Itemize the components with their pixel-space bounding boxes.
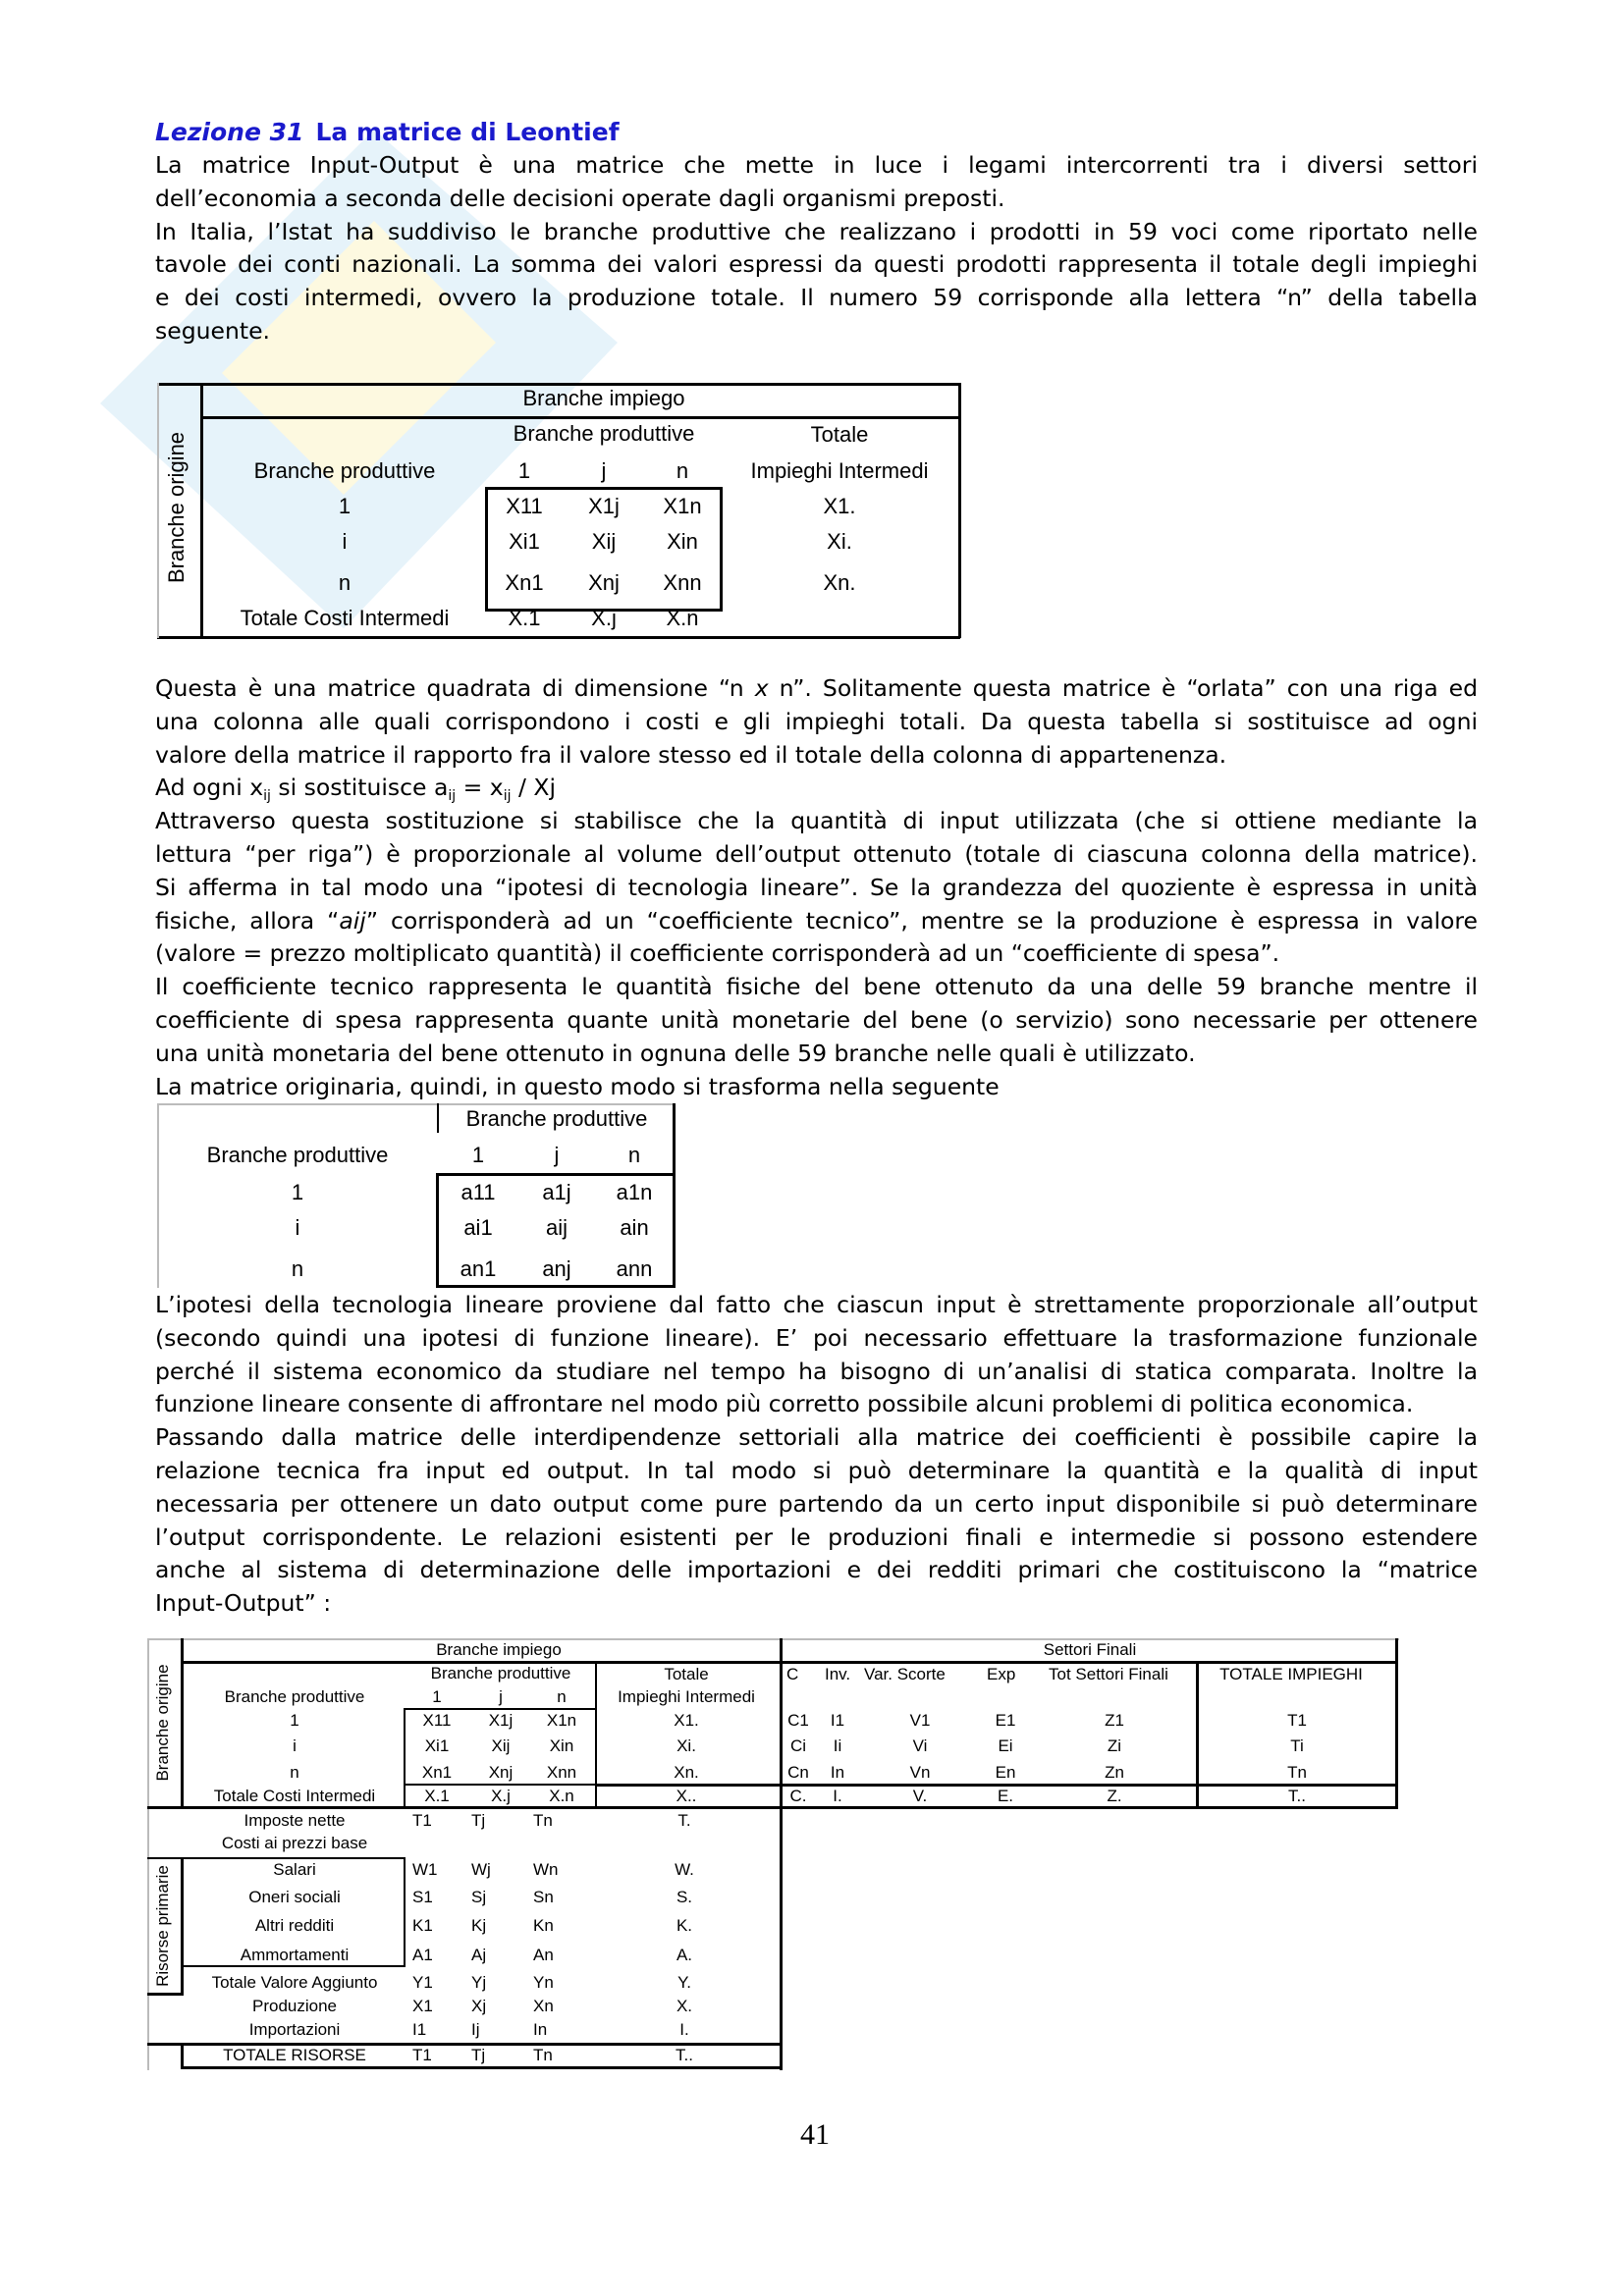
matrix-border — [485, 487, 723, 490]
table-border — [147, 1638, 149, 2070]
resource-cell: Xj — [471, 1997, 487, 2015]
row-label: i — [342, 529, 348, 554]
matrix-cell: Xij — [591, 529, 617, 554]
resource-total: A. — [676, 1946, 693, 1964]
text-line: perché il sistema economico da studiare nel tempo ha bisogno di un’analisi di statica comparata. Inoltre la — [155, 1357, 1478, 1385]
row-total: Xn. — [674, 1763, 699, 1782]
side-label: Branche origine — [164, 431, 189, 584]
row-label: i — [295, 1215, 300, 1240]
resource-cell: I1 — [412, 2020, 427, 2039]
matrix-cell: X1n — [546, 1711, 577, 1730]
text-segment: n”. Solitamente questa matrice è “orlata” con una riga ed — [768, 674, 1478, 702]
side-label: Branche origine — [153, 1664, 172, 1782]
table-border — [404, 1857, 406, 1967]
grand-total-cell: Ti — [1290, 1736, 1304, 1755]
column-total: X.n — [666, 606, 699, 630]
text-line: anche al sistema di determinazione delle importazioni e dei redditi primari che costituiscono la “matrice — [155, 1556, 1478, 1584]
row-label: n — [291, 1256, 304, 1281]
column-subgroup-header: Branche produttive — [513, 421, 695, 446]
final-sector-cell: Ci — [789, 1736, 807, 1755]
table-border — [147, 1638, 1399, 1640]
text-line: e dei costi intermedi, ovvero la produzione totale. Il numero 59 corrisponde alla lettera “n” della tabella — [155, 284, 1478, 312]
table-border — [181, 1857, 184, 1995]
row-header: Branche produttive — [253, 458, 436, 483]
resource-cell: S1 — [412, 1888, 433, 1906]
total-header: Impieghi Intermedi — [750, 458, 929, 483]
row-label: 1 — [291, 1180, 304, 1204]
resource-total: T. — [677, 1811, 691, 1830]
text-line — [155, 772, 1478, 805]
final-sector-cell: C1 — [787, 1711, 809, 1730]
resource-row-label: Produzione — [251, 1997, 338, 2015]
matrix-cell: Xin — [549, 1736, 574, 1755]
resource-cell: X1 — [412, 1997, 433, 2015]
resource-cell: Tn — [533, 2046, 553, 2064]
column-header: n — [557, 1687, 567, 1706]
coefficient-cell: an1 — [460, 1256, 497, 1281]
matrix-cell: Xij — [491, 1736, 511, 1755]
text-line — [155, 905, 1478, 938]
resource-cell: In — [533, 2020, 548, 2039]
matrix-border — [436, 1173, 439, 1288]
table-border — [200, 383, 203, 638]
text-line: seguente. — [155, 316, 271, 345]
grand-total-header: TOTALE IMPIEGHI — [1219, 1665, 1363, 1683]
text-line: Passando dalla matrice delle interdipendenze settoriali alla matrice dei coefficienti è possibile capire la — [155, 1423, 1478, 1452]
resource-row-label: Ammortamenti — [240, 1946, 350, 1964]
text-segment: fisiche, allora “ — [155, 906, 340, 934]
resource-total: I. — [679, 2020, 689, 2039]
text-line — [155, 672, 1478, 706]
matrix-cell: Xnj — [588, 570, 620, 595]
text-line: L’ipotesi della tecnologia lineare proviene dal fatto che ciascun input è strettamente proporzionale all’output — [155, 1291, 1478, 1318]
matrix-cell: Xn1 — [421, 1763, 453, 1782]
footer-label: Totale Costi Intermedi — [213, 1787, 376, 1805]
text-line: una unità monetaria del bene ottenuto in ognuna delle 59 branche nelle quali è utilizzato. — [155, 1039, 1196, 1067]
text-line: La matrice Input-Output è una matrice che mette in luce i legami intercorrenti tra i diversi settori — [155, 151, 1478, 179]
resource-row-label: Totale Valore Aggiunto — [211, 1973, 378, 1992]
table-border — [147, 1993, 184, 1996]
final-sector-cell: En — [995, 1763, 1016, 1782]
final-sector-cell: V1 — [909, 1711, 931, 1730]
grand-total-cell: T1 — [1287, 1711, 1307, 1730]
matrix-border — [436, 1173, 676, 1176]
text-line: dell’economia a seconda delle decisioni operate dagli organismi preposti. — [155, 184, 1005, 212]
table-border — [157, 636, 960, 639]
row-total: Xi. — [827, 529, 852, 554]
row-header: Branche produttive — [206, 1143, 389, 1167]
table-border — [181, 2043, 184, 2069]
table-border — [200, 416, 960, 419]
paragraph-intro — [155, 149, 1478, 348]
resource-cell: Xn — [533, 1997, 554, 2015]
text-line: l’output corrispondente. Le relazioni esistenti per le produzioni finali e intermedie si possono estendere — [155, 1522, 1478, 1551]
row-total: Xn. — [823, 570, 856, 595]
resource-cell: Wn — [533, 1860, 559, 1879]
resource-total: X. — [676, 1997, 693, 2015]
resource-total: T.. — [676, 2046, 693, 2064]
resource-cell: Tn — [533, 1811, 553, 1830]
final-column-header: C — [786, 1665, 799, 1683]
column-header: 1 — [517, 458, 531, 483]
subscript: ij — [263, 788, 271, 805]
final-column-header: Var. Scorte — [864, 1665, 946, 1683]
row-total: X.. — [676, 1787, 697, 1805]
matrix-border — [436, 1285, 676, 1288]
final-sectors-header: Settori Finali — [1043, 1640, 1137, 1659]
matrix-border — [404, 1784, 597, 1786]
resource-cell: T1 — [412, 1811, 432, 1830]
page-number: 41 — [800, 2118, 830, 2151]
table-border — [147, 1857, 406, 1859]
resource-row-label: TOTALE RISORSE — [223, 2046, 366, 2064]
final-sector-cell: Ii — [833, 1736, 842, 1755]
text-segment: ” corrisponderà ad un “coefficiente tecnico”, mentre se la produzione è espressa in valore — [365, 906, 1478, 934]
final-sector-total: I. — [833, 1787, 842, 1805]
resource-cell: Tj — [471, 1811, 486, 1830]
column-group-header: Branche impiego — [436, 1640, 562, 1659]
lesson-number: Lezione 31 — [155, 118, 304, 146]
row-label: n — [290, 1763, 299, 1782]
final-sector-cell: Vi — [912, 1736, 928, 1755]
resource-cell: Tj — [471, 2046, 486, 2064]
column-total: X.j — [591, 606, 617, 630]
final-sector-total: Z. — [1107, 1787, 1122, 1805]
grand-total-cell: T.. — [1288, 1787, 1306, 1805]
matrix-border — [720, 487, 723, 612]
column-header: j — [499, 1687, 503, 1706]
final-sector-cell: In — [830, 1763, 845, 1782]
column-subgroup-header: Branche produttive — [430, 1664, 571, 1682]
resource-cell: Yn — [533, 1973, 554, 1992]
final-sector-cell: I1 — [830, 1711, 845, 1730]
text-line: necessaria per ottenere un dato output come pure partendo da un certo input disponibile si può determinare — [155, 1489, 1478, 1518]
table-border — [780, 1638, 783, 2070]
resource-total: Y. — [677, 1973, 691, 1992]
table-border — [147, 1806, 1398, 1809]
table-border — [181, 1965, 406, 1967]
coefficient-cell: ain — [620, 1215, 649, 1240]
row-total: Xi. — [676, 1736, 696, 1755]
resource-total: W. — [675, 1860, 694, 1879]
text-line: Il coefficiente tecnico rappresenta le quantità fisiche del bene ottenuto da una delle 59 branche mentre il — [155, 973, 1478, 1001]
coefficient-cell: ai1 — [463, 1215, 493, 1240]
text-segment: = x — [456, 774, 504, 802]
final-sector-cell: Ei — [998, 1736, 1013, 1755]
column-total: X.n — [549, 1787, 574, 1805]
resource-cell: Ij — [471, 2020, 480, 2039]
column-total: X.1 — [508, 606, 541, 630]
table-border — [181, 1661, 1398, 1664]
resource-row-label: Altri redditi — [254, 1916, 335, 1935]
table-border — [181, 2066, 783, 2069]
text-line: lettura “per riga”) è proporzionale al volume dell’output ottenuto (totale di ciascuna colonna della matrice). — [155, 839, 1478, 868]
final-column-header: Tot Settori Finali — [1049, 1665, 1168, 1683]
final-sector-cell: Z1 — [1105, 1711, 1124, 1730]
column-total: X.j — [491, 1787, 511, 1805]
text-line: coefficiente di spesa rappresenta quante unità monetarie del bene (o servizio) sono necessarie per ottenere — [155, 1005, 1478, 1034]
row-label: 1 — [338, 494, 352, 518]
resource-cell: Kn — [533, 1916, 554, 1935]
subscript: ij — [503, 788, 512, 805]
matrix-cell: Xin — [667, 529, 698, 554]
text-line: tavole dei conti nazionali. La somma dei valori espressi da questi prodotti rappresenta il totale degli impieghi — [155, 250, 1478, 279]
lesson-topic: La matrice di Leontief — [315, 118, 620, 146]
resource-cell: A1 — [412, 1946, 433, 1964]
resource-cell: Sj — [471, 1888, 487, 1906]
subscript: ij — [448, 788, 457, 805]
final-sector-cell: Cn — [787, 1763, 809, 1782]
column-group-header: Branche produttive — [465, 1106, 648, 1131]
coefficient-cell: aij — [545, 1215, 568, 1240]
matrix-cell: Xn1 — [505, 570, 544, 595]
column-header: n — [627, 1143, 641, 1167]
matrix-border — [404, 1708, 597, 1710]
coefficient-cell: anj — [542, 1256, 571, 1281]
resource-cell: Yj — [471, 1973, 487, 1992]
row-total: X1. — [823, 494, 856, 518]
column-header: j — [554, 1143, 560, 1167]
paragraph-linear-technology — [155, 1289, 1478, 1621]
resource-cell: T1 — [412, 2046, 432, 2064]
column-header: 1 — [471, 1143, 485, 1167]
column-header: 1 — [432, 1687, 442, 1706]
resource-cell: Sn — [533, 1888, 554, 1906]
matrix-cell: Xnn — [546, 1763, 577, 1782]
text-line: valore della matrice il rapporto fra il valore stesso ed il totale della colonna di appartenenza. — [155, 740, 1227, 769]
column-group-header: Branche impiego — [522, 386, 685, 410]
coefficient-cell: a1n — [616, 1180, 653, 1204]
text-line: Si afferma in tal modo una “ipotesi di tecnologia lineare”. Se la grandezza del quoziente è espressa in unità — [155, 873, 1478, 901]
final-sector-total: E. — [997, 1787, 1014, 1805]
matrix-cell: X1j — [488, 1711, 514, 1730]
coefficient-cell: a1j — [542, 1180, 571, 1204]
text-line: (secondo quindi una ipotesi di funzione lineare). E’ poi necessario effettuare la trasformazione funzionale — [155, 1323, 1478, 1352]
matrix-cell: Xi1 — [509, 529, 540, 554]
resource-row-label: Imposte nette — [243, 1811, 346, 1830]
coefficient-cell: ann — [616, 1256, 653, 1281]
resource-cell: Wj — [471, 1860, 491, 1879]
resource-row-label: Oneri sociali — [248, 1888, 341, 1906]
text-line: In Italia, l’Istat ha suddiviso le branche produttive che realizzano i prodotti in 59 voci come riportato nelle — [155, 217, 1478, 245]
text-line: La matrice originaria, quindi, in questo modo si trasforma nella seguente — [155, 1072, 1000, 1100]
matrix-cell: X11 — [422, 1711, 452, 1730]
side-label: Risorse primarie — [153, 1865, 172, 1987]
text-segment: / Xj — [511, 774, 556, 802]
table-border — [157, 1103, 159, 1288]
text-segment: si sostituisce a — [270, 774, 449, 802]
text-line: Attraverso questa sostituzione si stabilisce che la quantità di input utilizzata (che si ottiene mediante la — [155, 807, 1478, 835]
text-segment: Questa è una matrice quadrata di dimensione “n — [155, 674, 755, 702]
text-segment: x — [754, 674, 769, 702]
column-header: j — [601, 458, 607, 483]
matrix-cell: Xnj — [488, 1763, 514, 1782]
matrix-border — [485, 487, 488, 612]
resource-cell: Aj — [471, 1946, 487, 1964]
total-header: Totale — [810, 422, 869, 447]
coefficient-cell: a11 — [460, 1180, 496, 1204]
row-header: Branche produttive — [224, 1687, 365, 1706]
text-segment: Ad ogni x — [155, 774, 264, 802]
column-total: X.1 — [424, 1787, 450, 1805]
row-label: 1 — [290, 1711, 299, 1730]
text-segment: aij — [339, 906, 366, 934]
text-line: relazione tecnica fra input ed output. In tal modo si può determinare la quantità e la qualità di input — [155, 1456, 1478, 1484]
matrix-border — [404, 1708, 406, 1808]
final-sector-total: V. — [912, 1787, 928, 1805]
text-line: Input-Output” : — [155, 1589, 332, 1618]
total-header: Impieghi Intermedi — [618, 1687, 755, 1706]
text-line: una colonna alle quali corrispondono i costi e gli impieghi totali. Da questa tabella si sostituisce ad ogni — [155, 707, 1478, 735]
table-border — [673, 1103, 676, 1288]
table-border — [157, 383, 159, 638]
row-label: n — [338, 570, 352, 595]
final-sector-cell: Zn — [1105, 1763, 1124, 1782]
final-sector-cell: E1 — [995, 1711, 1016, 1730]
column-header: n — [676, 458, 689, 483]
matrix-cell: X1n — [663, 494, 702, 518]
resource-total: S. — [676, 1888, 693, 1906]
resource-row-label: Costi ai prezzi base — [221, 1834, 368, 1852]
total-header: Totale — [664, 1665, 709, 1683]
table-border — [437, 1103, 439, 1133]
matrix-cell: Xnn — [663, 570, 702, 595]
resource-total: K. — [676, 1916, 693, 1935]
resource-cell: W1 — [412, 1860, 438, 1879]
resource-row-label: Salari — [273, 1860, 316, 1879]
text-line: (valore = prezzo moltiplicato quantità) il coefficiente corrisponderà ad un “coefficiente di spesa”. — [155, 939, 1280, 968]
final-sector-cell: Vn — [909, 1763, 931, 1782]
resource-cell: An — [533, 1946, 554, 1964]
paragraph-matrix-explanation — [155, 672, 1478, 1103]
matrix-cell: Xi1 — [424, 1736, 450, 1755]
table-border — [958, 383, 961, 638]
grand-total-cell: Tn — [1287, 1763, 1307, 1782]
table-border — [157, 1103, 675, 1105]
row-total: X1. — [674, 1711, 699, 1730]
resource-cell: K1 — [412, 1916, 433, 1935]
row-label: i — [293, 1736, 297, 1755]
final-sector-cell: Zi — [1107, 1736, 1122, 1755]
text-line: funzione lineare consente di affrontare nel modo più corretto possibile alcuni problemi di politica economica. — [155, 1390, 1414, 1418]
footer-label: Totale Costi Intermedi — [240, 606, 450, 630]
resource-cell: Kj — [471, 1916, 487, 1935]
resource-cell: Y1 — [412, 1973, 433, 1992]
final-column-header: Inv. — [825, 1665, 851, 1683]
matrix-cell: X11 — [506, 494, 543, 518]
lesson-title — [155, 116, 620, 149]
resource-row-label: Importazioni — [248, 2020, 341, 2039]
matrix-cell: X1j — [588, 494, 620, 518]
final-sector-total: C. — [789, 1787, 807, 1805]
final-column-header: Exp — [987, 1665, 1016, 1683]
